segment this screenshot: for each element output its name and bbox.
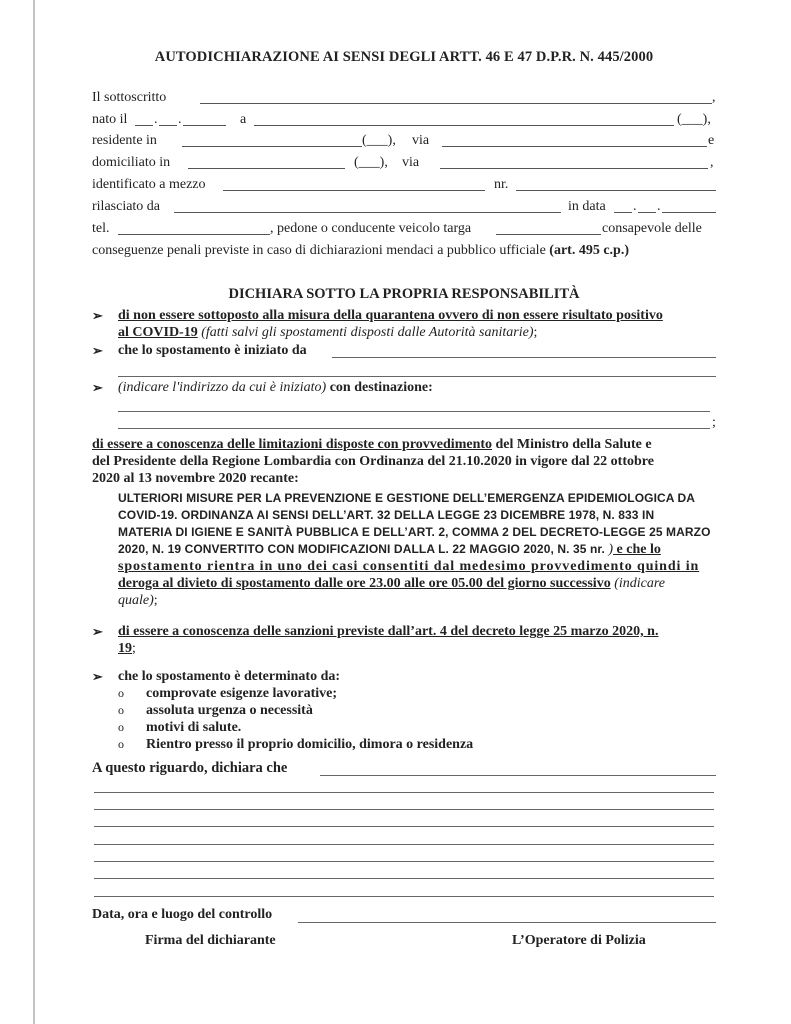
field-nascita-anno[interactable]: [183, 125, 226, 126]
label-identificato: identificato a mezzo: [92, 177, 206, 192]
label-rilasciato-da: rilasciato da: [92, 199, 161, 214]
field-nascita-giorno[interactable]: [135, 125, 153, 126]
punct-semicolon: ;: [533, 325, 538, 340]
label-tel: tel.: [92, 221, 110, 236]
field-dichiarazione-3[interactable]: [94, 809, 714, 810]
item-destinazione: [118, 379, 433, 396]
label-residente-in: residente in: [92, 133, 157, 148]
field-dichiarazione-7[interactable]: [94, 878, 714, 879]
text-ordinanza-4: 2020, N. 19 CONVERTITO CON MODIFICAZIONI DALLA L. 22 MAGGIO 2020, N. 35 nr.: [118, 542, 609, 556]
item-casi: [118, 558, 718, 609]
row-rilascio: [92, 197, 716, 217]
row-residenza: [92, 131, 716, 151]
text-quarantena-note: (fatti salvi gli spostamenti disposti dalle Autorità sanitarie): [197, 325, 534, 340]
circle-bullet-icon: o: [118, 737, 124, 751]
field-rilascio-anno[interactable]: [662, 212, 716, 213]
field-via-domicilio[interactable]: [440, 168, 708, 169]
label-dichiara-che: A questo riguardo, dichiara che: [92, 760, 288, 776]
punct-semicolon: ;: [132, 641, 136, 656]
bullet-arrow-icon: ➢: [92, 669, 103, 684]
field-dichiarazione-1[interactable]: [320, 775, 716, 776]
text-casi-2: spostamento rientra in uno dei casi consentiti dal medesimo provvedimento quindi in: [118, 559, 700, 574]
field-dichiarazione-8[interactable]: [94, 896, 714, 897]
text-conseguenze: conseguenze penali previste in caso di dichiarazioni mendaci a pubblico ufficiale: [92, 243, 550, 258]
field-via-residenza[interactable]: [442, 146, 707, 147]
punct-dot: .: [633, 199, 637, 214]
bullet-arrow-icon: ➢: [92, 308, 103, 323]
field-targa[interactable]: [496, 234, 601, 235]
text-casi-note-1: (indicare: [610, 576, 666, 591]
reason-urgenza[interactable]: assoluta urgenza o necessità: [146, 703, 313, 718]
label-domiciliato-in: domiciliato in: [92, 155, 171, 170]
row-conseguenze: [92, 241, 716, 261]
text-limitazioni-3: 2020 al 13 novembre 2020 recante:: [92, 471, 299, 486]
text-casi-3: deroga al divieto di spostamento dalle ore 23.00 alle ore 05.00 del giorno successivo: [118, 576, 611, 591]
punct-dot: .: [178, 112, 182, 127]
field-provincia-residenza[interactable]: (___),: [362, 133, 396, 148]
label-via: via: [412, 133, 430, 148]
form-title: AUTODICHIARAZIONE AI SENSI DEGLI ARTT. 46 E 47 D.P.R. N. 445/2000: [154, 49, 654, 65]
punct-comma: ,: [712, 90, 716, 105]
bullet-arrow-icon: ➢: [92, 380, 103, 395]
ordinanza-line-4: [118, 541, 718, 558]
row-nascita: [92, 110, 716, 130]
text-limitazioni-underlined: di essere a conoscenza delle limitazioni disposte con provvedimento: [92, 437, 493, 452]
label-pedone: , pedone o conducente veicolo targa: [270, 221, 472, 236]
field-comune-domicilio[interactable]: [188, 168, 345, 169]
field-nome-cognome[interactable]: [200, 103, 712, 104]
text-sanzioni-2: 19: [118, 641, 132, 656]
field-numero-documento[interactable]: [516, 190, 716, 191]
field-provincia-nascita[interactable]: (___),: [677, 112, 711, 127]
bullet-arrow-icon: ➢: [92, 624, 103, 639]
field-dichiarazione-2[interactable]: [94, 792, 714, 793]
label-nr: nr.: [494, 177, 509, 192]
label-a: a: [240, 112, 247, 127]
circle-bullet-icon: o: [118, 686, 124, 700]
circle-bullet-icon: o: [118, 703, 124, 717]
item-quarantena: [118, 307, 718, 341]
circle-bullet-icon: o: [118, 720, 124, 734]
field-nascita-mese[interactable]: [159, 125, 177, 126]
punct-semicolon: ;: [712, 415, 716, 430]
bullet-arrow-icon: ➢: [92, 343, 103, 358]
label-data-ora-luogo: Data, ora e luogo del controllo: [92, 907, 273, 922]
text-quarantena-2: al COVID-19: [118, 325, 198, 340]
label-operatore-polizia: L’Operatore di Polizia: [512, 933, 646, 948]
text-ordinanza-3: MATERIA DI IGIENE E SANITÀ PUBBLICA E DELL’ART. 2, COMMA 2 DEL DECRETO-LEGGE 25 MARZO: [118, 525, 711, 539]
punct-dot: .: [154, 112, 158, 127]
label-e: e: [708, 133, 715, 148]
label-firma-dichiarante: Firma del dichiarante: [145, 933, 276, 948]
field-indirizzo-partenza[interactable]: [332, 357, 716, 358]
text-casi-1: e che lo: [613, 542, 661, 557]
field-comune-residenza[interactable]: [182, 146, 362, 147]
text-limitazioni-2: del Presidente della Regione Lombardia con Ordinanza del 21.10.2020 in vigore dal 22 ottobre: [92, 454, 654, 469]
text-casi-note-2: quale): [118, 593, 154, 608]
item-sanzioni: [118, 623, 718, 657]
row-domicilio: [92, 153, 716, 173]
row-identificazione: [92, 175, 716, 195]
field-documento[interactable]: [223, 190, 485, 191]
field-data-ora-luogo[interactable]: [298, 922, 716, 923]
item-limitazioni: [92, 436, 722, 487]
row-telefono: [92, 219, 716, 239]
reason-lavorative[interactable]: comprovate esigenze lavorative;: [146, 686, 338, 701]
label-sottoscritto: Il sottoscritto: [92, 90, 167, 105]
text-quarantena-1: di non essere sottoposto alla misura della quarantena ovvero di non essere risultato positivo: [118, 308, 663, 323]
text-art-495: (art. 495 c.p.): [549, 243, 629, 258]
declaration-heading: DICHIARA SOTTO LA PROPRIA RESPONSABILITÀ: [228, 286, 580, 302]
field-ente-rilascio[interactable]: [174, 212, 561, 213]
reason-salute[interactable]: motivi di salute.: [146, 720, 242, 735]
field-destinazione-2[interactable]: [118, 428, 710, 429]
field-indirizzo-partenza-2[interactable]: [118, 376, 716, 377]
punct-semicolon: ;: [153, 593, 158, 608]
field-dichiarazione-6[interactable]: [94, 861, 714, 862]
text-ordinanza-1: ULTERIORI MISURE PER LA PREVENZIONE E GESTIONE DELL’EMERGENZA EPIDEMIOLOGICA DA: [118, 491, 696, 505]
text-sanzioni-1: di essere a conoscenza delle sanzioni previste dall’art. 4 del decreto legge 25 marzo 2020, n.: [118, 624, 659, 639]
field-telefono[interactable]: [118, 234, 270, 235]
punct-dot: .: [657, 199, 661, 214]
text-indicare-indirizzo: (indicare l'indirizzo da cui è iniziato): [118, 380, 327, 395]
field-luogo-nascita[interactable]: [254, 125, 674, 126]
item-determinato-da: che lo spostamento è determinato da:: [118, 669, 341, 684]
field-destinazione-1[interactable]: [118, 411, 710, 412]
text-limitazioni-1: del Ministro della Salute e: [492, 437, 652, 452]
row-sottoscritto: [92, 88, 716, 108]
text-ordinanza-2: COVID-19. ORDINANZA AI SENSI DELL’ART. 32 DELLA LEGGE 23 DICEMBRE 1978, N. 833 IN: [118, 508, 655, 522]
label-in-data: in data: [568, 199, 606, 214]
field-rilascio-mese[interactable]: [638, 212, 656, 213]
punct-comma: ,: [710, 155, 714, 170]
field-dichiarazione-4[interactable]: [94, 826, 714, 827]
field-dichiarazione-5[interactable]: [94, 844, 714, 845]
field-provincia-domicilio[interactable]: (___),: [354, 155, 388, 170]
label-nato-il: nato il: [92, 112, 128, 127]
field-rilascio-giorno[interactable]: [614, 212, 632, 213]
page-edge-divider: [33, 0, 35, 1024]
punct-paren: ): [608, 542, 614, 557]
text-con-destinazione: con destinazione:: [326, 380, 433, 395]
reason-rientro[interactable]: Rientro presso il proprio domicilio, dimora o residenza: [146, 737, 474, 752]
label-consapevole: consapevole delle: [602, 221, 702, 236]
label-via: via: [402, 155, 420, 170]
ordinanza-text: [118, 490, 718, 541]
item-iniziato-da: che lo spostamento è iniziato da: [118, 343, 307, 358]
